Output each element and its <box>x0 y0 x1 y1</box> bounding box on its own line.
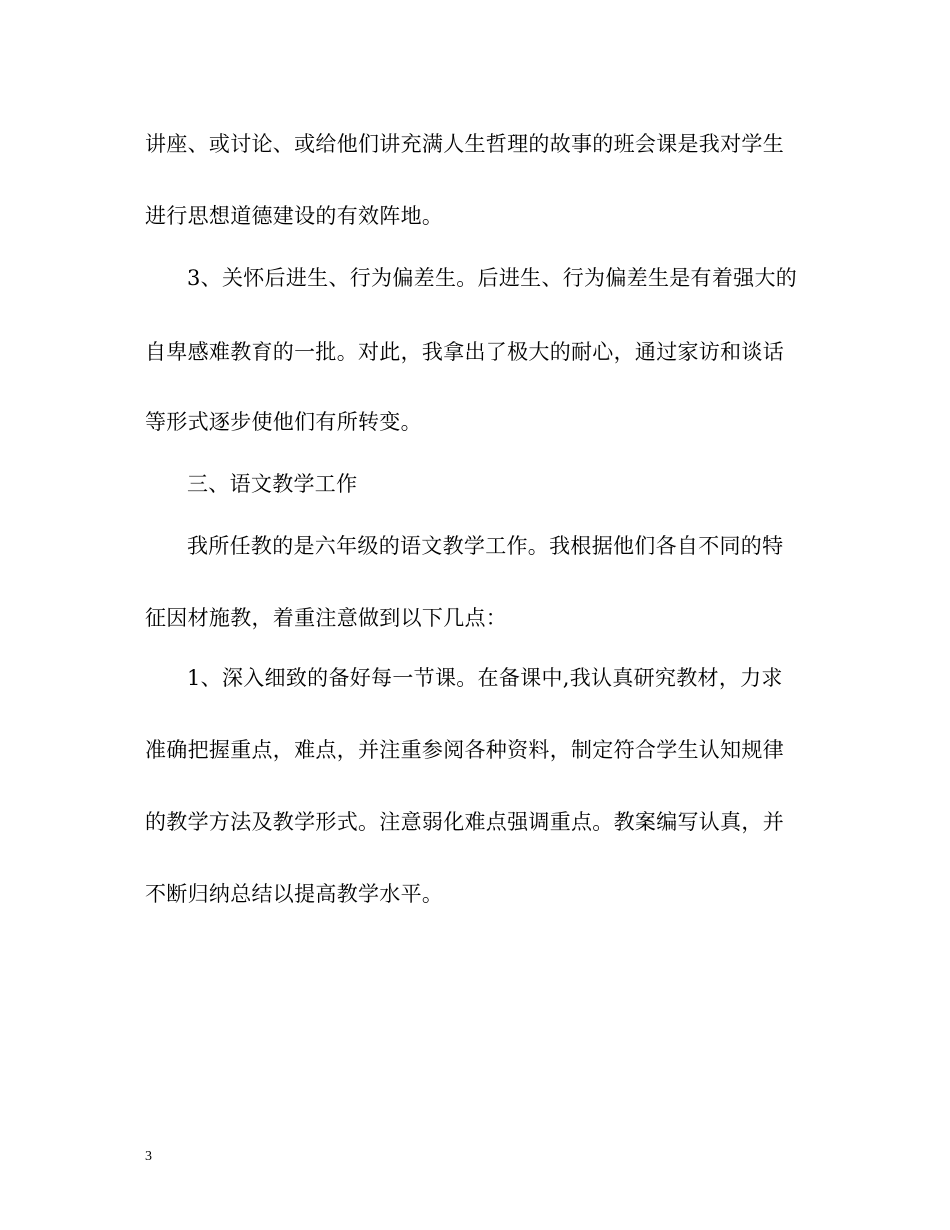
text-line: 我所任教的是六年级的语文教学工作。我根据他们各自不同的特 <box>187 534 784 558</box>
page-number: 3 <box>145 1149 152 1164</box>
section-heading: 三、语文教学工作 <box>187 472 358 496</box>
text-line: 自卑感难教育的一批。对此，我拿出了极大的耐心，通过家访和谈话 <box>145 340 784 364</box>
text-line: 3、关怀后进生、行为偏差生。后进生、行为偏差生是有着强大的 <box>187 266 798 290</box>
text-line: 准确把握重点，难点，并注重参阅各种资料，制定符合学生认知规律 <box>145 738 784 762</box>
text-line: 等形式逐步使他们有所转变。 <box>145 410 422 434</box>
text-line: 讲座、或讨论、或给他们讲充满人生哲理的故事的班会课是我对学生 <box>145 132 784 156</box>
text-line: 征因材施教，着重注意做到以下几点： <box>145 606 508 630</box>
text-line: 进行思想道德建设的有效阵地。 <box>145 204 444 228</box>
text-line: 1、深入细致的备好每一节课。在备课中,我认真研究教材，力求 <box>187 666 783 690</box>
text-line: 的教学方法及教学形式。注意弱化难点强调重点。教案编写认真，并 <box>145 810 784 834</box>
text-line: 不断归纳总结以提高教学水平。 <box>145 882 444 906</box>
